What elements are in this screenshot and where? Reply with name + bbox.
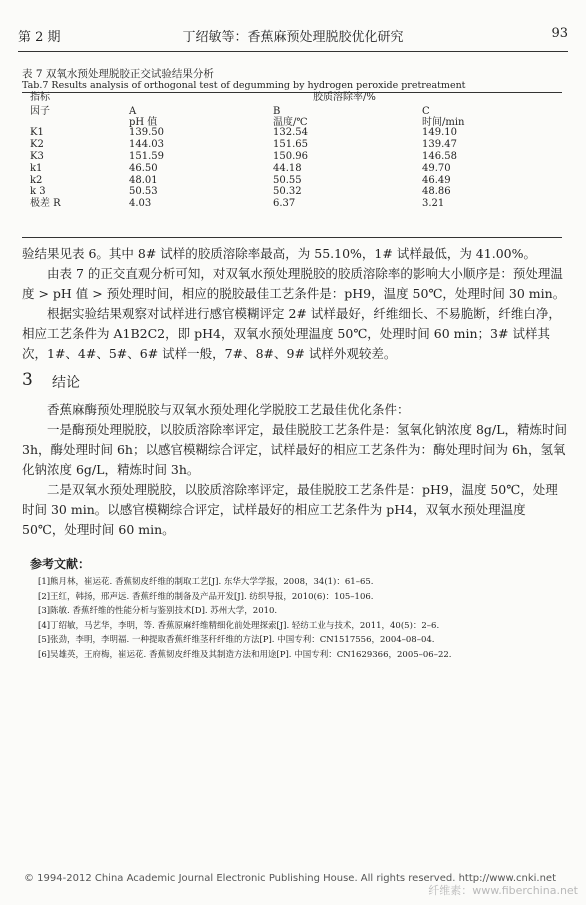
indicator-label: 指标: [30, 92, 50, 103]
col-b-name: 温度/℃: [273, 116, 308, 128]
cell-b: 132.54: [273, 127, 308, 138]
table-row: [22, 164, 562, 176]
col-c-name: 时间/min: [422, 116, 465, 128]
references-heading: 参考文献：: [30, 557, 91, 571]
cell-c: 139.47: [422, 138, 457, 150]
table-row: [22, 199, 562, 211]
issue-number: 第 2 期: [18, 30, 61, 45]
row-label: K2: [30, 138, 44, 150]
cell-b: 50.55: [273, 174, 302, 186]
table-caption-en: Tab.7 Results analysis of orthogonal test of degumming by hydrogen peroxide pretreatment: [22, 80, 466, 91]
body-paragraph: 验结果见表 6。其中 8# 试样的胶质溶除率最高，为 55.10%，1# 试样最低，为 41.00%。: [22, 246, 536, 261]
row-label: K3: [30, 150, 44, 162]
table-caption-cn: 表 7 双氧水预处理脱胶正交试验结果分析: [22, 68, 214, 80]
cell-c: 146.58: [422, 150, 457, 162]
table-bottom-rule: [22, 237, 562, 238]
conclusion-paragraph: 一是酶预处理脱胶，以胶质溶除率评定，最佳脱胶工艺条件是：氢氧化钠浓度 8g/L，精炼时间 3h，酶处理时间 6h；以感官模糊综合评定，试样最好的相应工艺条件为：酶处理时间为 6h，氢氧化钠浓度 6g/L，精炼时间 3h。: [22, 422, 567, 477]
body-paragraph: 由表 7 的正交直观分析可知，对双氧水预处理脱胶的胶质溶除率的影响大小顺序是：预处理温度 > pH 值 > 预处理时间，相应的脱胶最佳工艺条件是：pH9，温度 50℃，处理时间 30 min。: [22, 266, 566, 301]
col-b-letter: B: [273, 106, 281, 117]
row-label: 极差 R: [30, 198, 61, 210]
cell-c: 149.10: [422, 127, 457, 138]
cell-c: 48.86: [422, 186, 451, 198]
body-paragraph: 根据实验结果观察对试样进行感官模糊评定 2# 试样最好，纤维细长、不易脆断，纤维白净，相应工艺条件为 A1B2C2，即 pH4，双氧水预处理温度 50℃，处理时间 60 min；3# 试样其次，1#、4#、5#、6# 试样一般，7#、8#、9# 试样外观较差。: [22, 306, 561, 361]
group-header: 胶质溶除率/%: [313, 92, 376, 103]
cell-a: 139.50: [129, 127, 164, 138]
cell-b: 150.96: [273, 150, 308, 162]
running-header: [18, 26, 568, 48]
row-label: K1: [30, 127, 44, 138]
col-c-letter: C: [422, 106, 430, 117]
cell-a: 144.03: [129, 138, 164, 150]
cell-b: 50.32: [273, 186, 302, 198]
col-a-letter: A: [129, 106, 137, 117]
table-row: [22, 140, 562, 152]
reference-item: [3]陈敏. 香蕉纤维的性能分析与鉴别技术[D]. 苏州大学，2010.: [38, 606, 278, 616]
reference-item: [1]熊月林，崔运花. 香蕉韧皮纤维的制取工艺[J]. 东华大学学报，2008，34(1)：61–65.: [38, 577, 374, 587]
cell-c: 49.70: [422, 162, 451, 174]
cell-a: 4.03: [129, 198, 152, 210]
page-number: 93: [551, 26, 568, 41]
row-label: k 3: [30, 186, 46, 198]
cell-c: 46.49: [422, 174, 451, 186]
reference-list: [38, 575, 451, 662]
header-rule: [18, 51, 568, 52]
section-number: 3: [22, 370, 33, 390]
cell-a: 50.53: [129, 186, 158, 198]
factor-label: 因子: [30, 106, 50, 117]
conclusion-paragraph: 二是双氧水预处理脱胶，以胶质溶除率评定，最佳脱胶工艺条件是：pH9，温度 50℃，处理时间 30 min。以感官模糊综合评定，试样最好的相应工艺条件为 pH4，双氧水预处理温度 50℃，处理时间 60 min。: [22, 482, 558, 537]
results-table: [22, 93, 562, 211]
cell-b: 6.37: [273, 198, 296, 210]
table-row: [22, 152, 562, 164]
reference-item: [4]丁绍敏，马艺华，李明，等. 香蕉原麻纤维精细化前处理探索[J]. 轻纺工业与技术，2011，40(5)：2–6.: [38, 620, 440, 631]
section-title: 结论: [52, 375, 80, 391]
cell-a: 151.59: [129, 150, 164, 162]
cell-b: 44.18: [273, 162, 302, 174]
cell-b: 151.65: [273, 138, 308, 150]
col-a-name: pH 值: [129, 116, 158, 128]
watermark: 纤维素：www.fiberchina.net: [428, 884, 578, 897]
reference-item: [5]张劲，李明，李明福. 一种提取香蕉纤维茎秆纤维的方法[P]. 中国专利：CN1517556，2004–08–04.: [38, 635, 435, 645]
row-label: k2: [30, 174, 43, 186]
cell-a: 48.01: [129, 174, 158, 186]
reference-item: [2]王红，韩扬，邢声远. 香蕉纤维的制备及产品开发[J]. 纺织导报，2010(6)：105–106.: [38, 591, 374, 602]
conclusion-paragraph: 香蕉麻酶预处理脱胶与双氧水预处理化学脱胶工艺最佳优化条件：: [22, 402, 410, 417]
copyright-footer: © 1994-2012 China Academic Journal Electronic Publishing House. All rights reserved. http://www.cnki.net: [24, 873, 556, 884]
cell-a: 46.50: [129, 162, 158, 174]
reference-item: [6]吴雄英，王府梅，崔运花. 香蕉韧皮纤维及其制造方法和用途[P]. 中国专利：CN1629366，2005–06–22.: [38, 649, 452, 660]
cell-c: 3.21: [422, 198, 445, 210]
running-title: 丁绍敏等：香蕉麻预处理脱胶优化研究: [182, 30, 404, 45]
row-label: k1: [30, 162, 43, 174]
